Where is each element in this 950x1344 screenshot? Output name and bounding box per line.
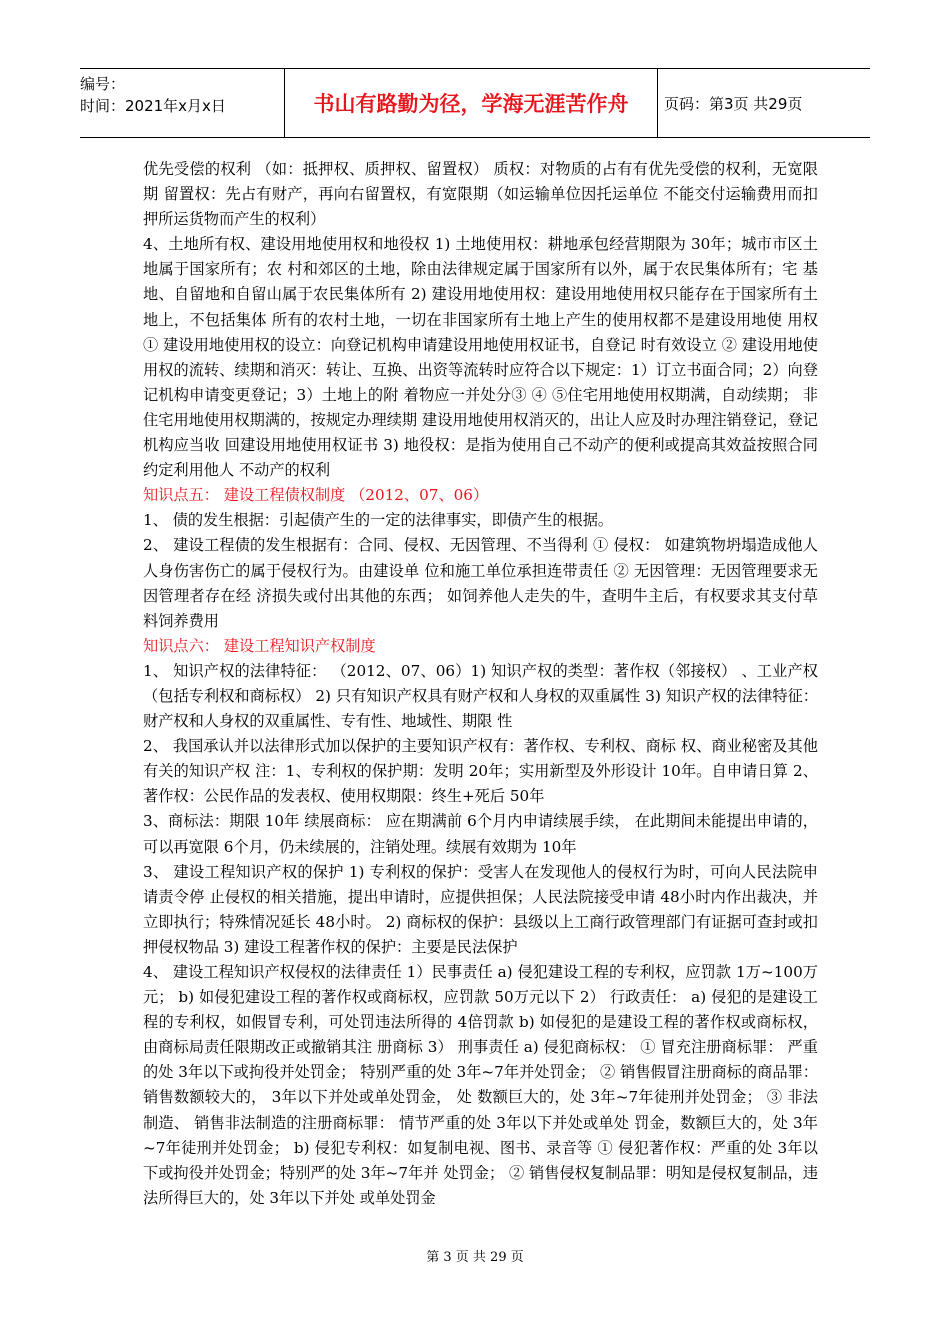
paragraph: 4、 建设工程知识产权侵权的法律责任 1）民事责任 a) 侵犯建设工程的专利权，应罚款 1万~100万元； b) 如侵犯建设工程的著作权或商标权，应罚款 50万元以下 2） 行政责任： a) 侵犯的是建设工程的专利权，如假冒专利，可处罚违法所得的 4倍罚款 b) 如侵犯的是建设工程的著作权或商标权，由商标局责任限期改正或撤销其注 册商标 3） 刑事责任 a) 侵犯商标权： ① 冒充注册商标罪： 严重的处 3年以下或拘役并处罚金； 特别严重的处 3年~7年并处罚金； ② 销售假冒注册商标的商品罪： 销售数额较大的， 3年以下并处或单处罚金， 处 数额巨大的，处 3年~7年徒刑并处罚金； ③ 非法制造、 销售非法制造的注册商标罪： 情节严重的处 3年以下并处或单处 罚金，数额巨大的，处 3年~7年徒刑并处罚金； b) 侵犯专利权：如复制电视、图书、录音等 ① 侵犯著作权：严重的处 3年以下或拘役并处罚金；特别严的处 3年~7年并 处罚金； ② 销售侵权复制品罪：明知是侵权复制品，违法所得巨大的，处 3年以下并处 或单处罚金	[143, 963, 818, 1207]
page-header	[80, 68, 870, 138]
header-motto: 书山有路勤为径，学海无涯苦作舟	[285, 69, 658, 137]
paragraph: 1、 知识产权的法律特征： （2012、07、06）1) 知识产权的类型：著作权（邻接权） 、工业产权（包括专利权和商标权） 2) 只有知识产权具有财产权和人身权的双重属性 3) 知识产权的法律特征：财产权和人身权的双重属性、专有性、地域性、期限 性	[143, 661, 818, 731]
document-body	[143, 157, 818, 1211]
document-time-label: 时间：2021年x月x日	[80, 97, 226, 115]
section-heading: 知识点五： 建设工程债权制度 （2012、07、06）	[143, 486, 489, 505]
paragraph: 3、 建设工程知识产权的保护 1) 专利权的保护：受害人在发现他人的侵权行为时，可向人民法院申请责令停 止侵权的相关措施，提出申请时，应提供担保；人民法院接受申请 48小时内作出裁决，并立即执行；特殊情况延长 48小时。 2) 商标权的保护：县级以上工商行政管理部门有证据可查封或扣押侵权物品 3) 建设工程著作权的保护：主要是民法保护	[143, 862, 818, 956]
paragraph: 2、 我国承认并以法律形式加以保护的主要知识产权有：著作权、专利权、商标 权、商业秘密及其他有关的知识产权 注：1、专利权的保护期：发明 20年；实用新型及外形设计 10年。自申请日算 2、著作权：公民作品的发表权、使用权期限：终生+死后 50年	[143, 737, 818, 806]
header-left-cell	[80, 69, 285, 137]
header-page-number: 页码：第3页 共29页	[664, 94, 803, 113]
document-number-label: 编号：	[80, 75, 126, 93]
section-heading: 知识点六： 建设工程知识产权制度	[143, 636, 376, 655]
paragraph: 3、商标法：期限 10年 续展商标： 应在期满前 6个月内申请续展手续， 在此期间未能提出申请的， 可以再宽限 6个月，仍未续展的，注销处理。续展有效期为 10年	[143, 812, 818, 856]
paragraph: 1、 债的发生根据：引起债产生的一定的法律事实，即债产生的根据。	[143, 511, 614, 530]
paragraph: 4、土地所有权、建设用地使用权和地役权 1) 土地使用权：耕地承包经营期限为 30年；城市市区土地属于国家所有；农 村和郊区的土地，除由法律规定属于国家所有以外，属于农民集体所有；宅 基地、自留地和自留山属于农民集体所有 2) 建设用地使用权：建设用地使用权只能存在于国家所有土地上，不包括集体 所有的农村土地，一切在非国家所有土地上产生的使用权都不是建设用地使 用权 ① 建设用地使用权的设立：向登记机构申请建设用地使用权证书，自登记 时有效设立 ② 建设用地使用权的流转、续期和消灭：转让、互换、出资等流转时应符合以下规定：1）订立书面合同；2）向登记机构申请变更登记；3）土地上的附 着物应一并处分③ ④ ⑤住宅用地使用权期满，自动续期； 非住宅用地使用权期满的，按规定办理续期 建设用地使用权消灭的，出让人应及时办理注销登记，登记机构应当收 回建设用地使用权证书 3) 地役权：是指为使用自己不动产的便利或提高其效益按照合同约定利用他人 不动产的权利	[143, 235, 818, 480]
paragraph: 优先受偿的权利 （如：抵押权、质押权、留置权） 质权：对物质的占有有优先受偿的权利，无宽限期 留置权：先占有财产，再向右留置权，有宽限期（如运输单位因托运单位 不能交付运输费用而扣押所运货物而产生的权利）	[143, 160, 818, 229]
page-footer: 第 3 页 共 29 页	[426, 1250, 524, 1265]
paragraph: 2、 建设工程债的发生根据有：合同、侵权、无因管理、不当得利 ① 侵权： 如建筑物坍塌造成他人人身伤害伤亡的属于侵权行为。由建设单 位和施工单位承担连带责任 ② 无因管理：无因管理要求无因管理者存在经 济损失或付出其他的东西； 如饲养他人走失的牛，查明牛主后，有权要求其支付草料饲养费用	[143, 536, 818, 630]
